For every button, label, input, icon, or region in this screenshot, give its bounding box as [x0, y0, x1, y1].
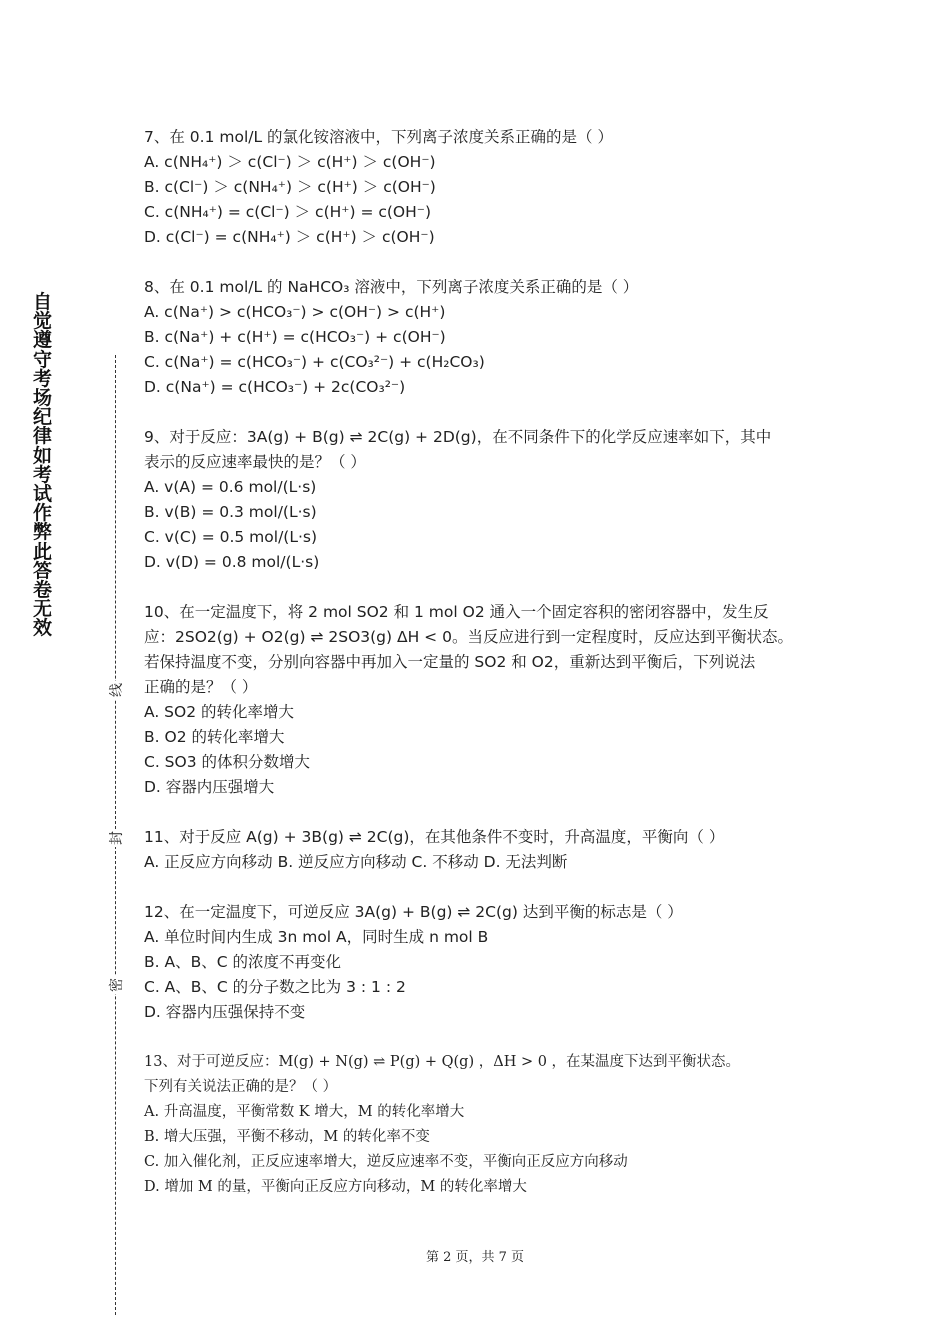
question-stem: 应：2SO2(g) + O2(g) ⇌ 2SO3(g) ΔH < 0。当反应进行到一定程度时，反应达到平衡状态。: [144, 628, 793, 646]
answer-option: A. c(Na⁺) > c(HCO₃⁻) > c(OH⁻) > c(H⁺): [144, 303, 446, 321]
answer-option: A. v(A) = 0.6 mol/(L·s): [144, 478, 317, 496]
question-stem: 8、在 0.1 mol/L 的 NaHCO₃ 溶液中，下列离子浓度关系正确的是（ ）: [144, 278, 639, 296]
answer-option: D. 容器内压强保持不变: [144, 1003, 306, 1021]
answer-option: D. c(Cl⁻) = c(NH₄⁺) ＞ c(H⁺) ＞ c(OH⁻): [144, 228, 435, 246]
question-stem: 表示的反应速率最快的是？（ ）: [144, 453, 366, 471]
answer-option: C. v(C) = 0.5 mol/(L·s): [144, 528, 318, 546]
answer-option: C. 加入催化剂，正反应速率增大，逆反应速率不变，平衡向正反应方向移动: [144, 1154, 628, 1170]
question-7: [144, 125, 824, 250]
answer-option: A. c(NH₄⁺) ＞ c(Cl⁻) ＞ c(H⁺) ＞ c(OH⁻): [144, 153, 436, 171]
answer-option: A. 正反应方向移动 B. 逆反应方向移动 C. 不移动 D. 无法判断: [144, 853, 568, 871]
question-stem: 若保持温度不变，分别向容器中再加入一定量的 SO2 和 O2，重新达到平衡后，下列说法: [144, 653, 756, 671]
question-10: [144, 600, 824, 800]
answer-option: B. v(B) = 0.3 mol/(L·s): [144, 503, 317, 521]
answer-option: C. SO3 的体积分数增大: [144, 753, 311, 771]
question-8: [144, 275, 824, 400]
question-stem: 12、在一定温度下，可逆反应 3A(g) + B(g) ⇌ 2C(g) 达到平衡的标志是（ ）: [144, 903, 683, 921]
answer-option: A. 升高温度，平衡常数 K 增大，M 的转化率增大: [144, 1104, 465, 1120]
answer-option: C. c(Na⁺) = c(HCO₃⁻) + c(CO₃²⁻) + c(H₂CO₃): [144, 353, 485, 371]
seal-label-secret: 密: [106, 976, 126, 994]
question-stem: 7、在 0.1 mol/L 的氯化铵溶液中，下列离子浓度关系正确的是（ ）: [144, 128, 613, 146]
answer-option: B. O2 的转化率增大: [144, 728, 285, 746]
answer-option: A. SO2 的转化率增大: [144, 703, 295, 721]
answer-option: A. 单位时间内生成 3n mol A，同时生成 n mol B: [144, 928, 489, 946]
question-stem: 下列有关说法正确的是？（ ）: [144, 1079, 338, 1095]
page-number: 第 2 页，共 7 页: [425, 1250, 525, 1265]
question-11: [144, 825, 824, 875]
question-list: [144, 125, 824, 1225]
question-13: [144, 1050, 824, 1200]
answer-option: B. c(Cl⁻) ＞ c(NH₄⁺) ＞ c(H⁺) ＞ c(OH⁻): [144, 178, 436, 196]
answer-option: D. c(Na⁺) = c(HCO₃⁻) + 2c(CO₃²⁻): [144, 378, 406, 396]
question-stem: 正确的是？（ ）: [144, 678, 258, 696]
question-12: [144, 900, 824, 1025]
seal-label-line: 线: [106, 681, 126, 699]
exam-discipline-notice: 自觉遵守考场纪律如考试作弊此答卷无效: [33, 291, 53, 640]
answer-option: D. 容器内压强增大: [144, 778, 275, 796]
question-stem: 10、在一定温度下，将 2 mol SO2 和 1 mol O2 通入一个固定容积的密闭容器中，发生反: [144, 603, 769, 621]
question-stem: 13、对于可逆反应：M(g) + N(g) ⇌ P(g) + Q(g) ，ΔH > 0 ，在某温度下达到平衡状态。: [144, 1054, 741, 1070]
answer-option: C. c(NH₄⁺) = c(Cl⁻) ＞ c(H⁺) = c(OH⁻): [144, 203, 432, 221]
answer-option: B. A、B、C 的浓度不再变化: [144, 953, 341, 971]
answer-option: D. 增加 M 的量，平衡向正反应方向移动，M 的转化率增大: [144, 1179, 527, 1195]
answer-option: D. v(D) = 0.8 mol/(L·s): [144, 553, 320, 571]
question-stem: 9、对于反应：3A(g) + B(g) ⇌ 2C(g) + 2D(g)，在不同条件下的化学反应速率如下，其中: [144, 428, 772, 446]
answer-option: B. c(Na⁺) + c(H⁺) = c(HCO₃⁻) + c(OH⁻): [144, 328, 446, 346]
question-9: [144, 425, 824, 575]
question-stem: 11、对于反应 A(g) + 3B(g) ⇌ 2C(g)，在其他条件不变时，升高温度，平衡向（ ）: [144, 828, 725, 846]
answer-option: C. A、B、C 的分子数之比为 3 : 1 : 2: [144, 978, 406, 996]
answer-option: B. 增大压强，平衡不移动，M 的转化率不变: [144, 1129, 430, 1145]
seal-label-seal: 封: [106, 829, 126, 847]
